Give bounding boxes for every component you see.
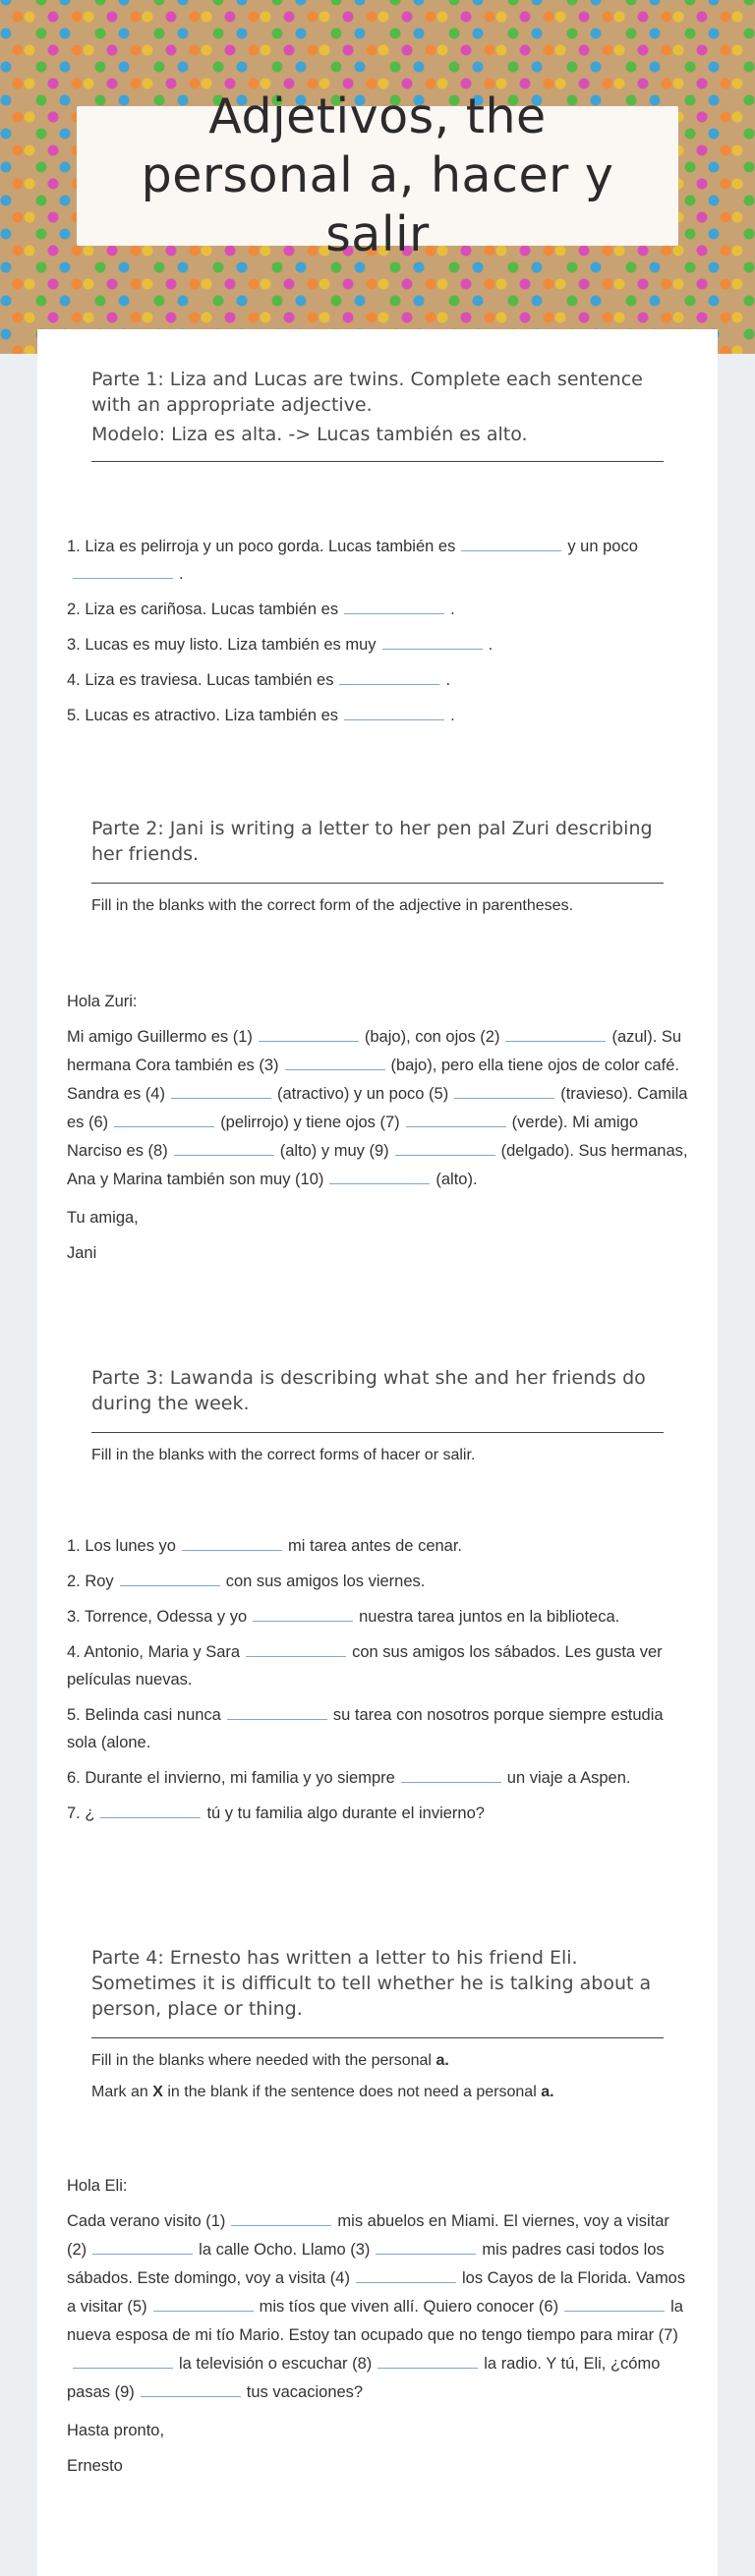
part2-rule bbox=[91, 883, 664, 884]
part1-items bbox=[67, 533, 688, 737]
answer-blank[interactable] bbox=[382, 631, 483, 650]
answer-blank[interactable] bbox=[120, 1568, 220, 1586]
answer-blank[interactable] bbox=[174, 1137, 274, 1156]
answer-blank[interactable] bbox=[114, 1109, 214, 1127]
part2-heading: Parte 2: Jani is writing a letter to her pen pal Zuri describing her friends. bbox=[91, 818, 653, 865]
part3-items bbox=[67, 1532, 688, 1835]
letter-greeting: Hola Zuri: bbox=[67, 993, 138, 1010]
answer-blank[interactable] bbox=[182, 1532, 282, 1551]
part3-heading: Parte 3: Lawanda is describing what she and her friends do during the week. bbox=[91, 1367, 646, 1414]
list-item: 4. Liza es traviesa. Lucas también es . bbox=[67, 666, 688, 694]
answer-blank[interactable] bbox=[171, 1080, 271, 1099]
list-item: 3. Lucas es muy listo. Liza también es muy . bbox=[67, 631, 688, 658]
part2-letter bbox=[67, 988, 688, 1275]
answer-blank[interactable] bbox=[231, 2207, 331, 2226]
part3-instruction: Fill in the blanks with the correct forms of hacer or salir. bbox=[91, 1447, 476, 1463]
title-box bbox=[77, 88, 678, 262]
part4-instruction-2: Mark an X in the blank if the sentence does not need a personal a. bbox=[91, 2084, 554, 2100]
answer-blank[interactable] bbox=[401, 1764, 501, 1783]
answer-blank[interactable] bbox=[253, 1603, 353, 1622]
list-item: 2. Roy con sus amigos los viernes. bbox=[67, 1568, 688, 1595]
answer-blank[interactable] bbox=[100, 1800, 201, 1818]
part1-rule bbox=[91, 461, 664, 462]
answer-blank[interactable] bbox=[141, 2378, 241, 2397]
answer-blank[interactable] bbox=[406, 1109, 506, 1127]
answer-blank[interactable] bbox=[461, 533, 561, 551]
answer-blank[interactable] bbox=[356, 2264, 456, 2283]
part4-rule bbox=[91, 2037, 664, 2038]
part1-section bbox=[37, 367, 718, 462]
answer-blank[interactable] bbox=[285, 1052, 385, 1070]
answer-blank[interactable] bbox=[344, 702, 444, 720]
part3-rule bbox=[91, 1432, 664, 1433]
header-banner bbox=[0, 0, 755, 354]
answer-blank[interactable] bbox=[73, 560, 173, 579]
answer-blank[interactable] bbox=[339, 666, 439, 685]
letter-body: Cada verano visito (1) mis abuelos en Miami. El viernes, voy a visitar (2) la calle Ocho. Llamo (3) mis padres casi todos los sábados. Este domingo, voy a visita (4) los Cayos de la Florida. Vamos a visitar (5) mis tíos que viven allí. Quiero conocer (6) la nueva esposa de mi tío Mario. Estoy tan ocupado que no tengo tiempo para mirar (7)la televisión o escuchar (8) la radio. Y tú, Eli, ¿cómo pasas (9) tus vacaciones? bbox=[67, 2207, 688, 2407]
answer-blank[interactable] bbox=[505, 1023, 606, 1042]
answer-blank[interactable] bbox=[344, 596, 444, 614]
list-item: 5. Lucas es atractivo. Liza también es . bbox=[67, 702, 688, 729]
list-item: 4. Antonio, Maria y Sara con sus amigos los sábados. Les gusta ver películas nuevas. bbox=[67, 1638, 688, 1693]
letter-signature: Jani bbox=[67, 1244, 97, 1262]
letter-signature: Ernesto bbox=[67, 2457, 123, 2475]
answer-blank[interactable] bbox=[378, 2350, 478, 2369]
answer-blank[interactable] bbox=[92, 2236, 193, 2255]
list-item: 5. Belinda casi nunca su tarea con nosotros porque siempre estudia sola (alone. bbox=[67, 1701, 688, 1756]
part2-instruction: Fill in the blanks with the correct form of the adjective in parentheses. bbox=[91, 897, 574, 914]
answer-blank[interactable] bbox=[227, 1701, 327, 1720]
list-item: 3. Torrence, Odessa y yo nuestra tarea juntos en la biblioteca. bbox=[67, 1603, 688, 1631]
part4-heading: Parte 4: Ernesto has written a letter to his friend Eli. Sometimes it is difficult to tell whether he is talking about a person, place or thing. bbox=[91, 1947, 652, 2020]
list-item: 7. ¿ tú y tu familia algo durante el invierno? bbox=[67, 1800, 688, 1827]
worksheet-card bbox=[37, 329, 718, 2576]
list-item: 2. Liza es cariñosa. Lucas también es . bbox=[67, 596, 688, 623]
part4-instruction-1: Fill in the blanks where needed with the personal a. bbox=[91, 2052, 449, 2069]
part2-section bbox=[37, 816, 718, 917]
answer-blank[interactable] bbox=[329, 1166, 430, 1184]
part4-letter bbox=[67, 2172, 688, 2488]
part1-heading: Parte 1: Liza and Lucas are twins. Complete each sentence with an appropriate adjective. bbox=[91, 369, 643, 416]
answer-blank[interactable] bbox=[395, 1137, 495, 1156]
list-item: 1. Liza es pelirroja y un poco gorda. Lucas también es y un poco. bbox=[67, 533, 688, 588]
answer-blank[interactable] bbox=[259, 1023, 359, 1042]
part1-model: Modelo: Liza es alta. -> Lucas también es alto. bbox=[91, 424, 528, 445]
list-item: 1. Los lunes yo mi tarea antes de cenar. bbox=[67, 1532, 688, 1560]
part4-section bbox=[37, 1945, 718, 2103]
answer-blank[interactable] bbox=[564, 2293, 665, 2312]
answer-blank[interactable] bbox=[454, 1080, 554, 1099]
letter-closing: Hasta pronto, bbox=[67, 2422, 165, 2439]
answer-blank[interactable] bbox=[73, 2350, 173, 2369]
list-item: 6. Durante el invierno, mi familia y yo siempre un viaje a Aspen. bbox=[67, 1764, 688, 1792]
page-title: Adjetivos, the personal a, hacer y salir bbox=[141, 88, 614, 262]
letter-greeting: Hola Eli: bbox=[67, 2177, 128, 2195]
letter-closing: Tu amiga, bbox=[67, 1209, 139, 1227]
part3-section bbox=[37, 1365, 718, 1466]
letter-body: Mi amigo Guillermo es (1) (bajo), con ojos (2) (azul). Su hermana Cora también es (3) (bajo), pero ella tiene ojos de color café. Sandra es (4) (atractivo) y un poco (5) (travieso). Camila es (6) (pelirrojo) y tiene ojos (7) (verde). Mi amigo Narciso es (8) (alto) y muy (9) (delgado). Sus hermanas, Ana y Marina también son muy (10) (alto). bbox=[67, 1023, 688, 1194]
answer-blank[interactable] bbox=[246, 1638, 346, 1657]
answer-blank[interactable] bbox=[376, 2236, 476, 2255]
answer-blank[interactable] bbox=[153, 2293, 254, 2312]
